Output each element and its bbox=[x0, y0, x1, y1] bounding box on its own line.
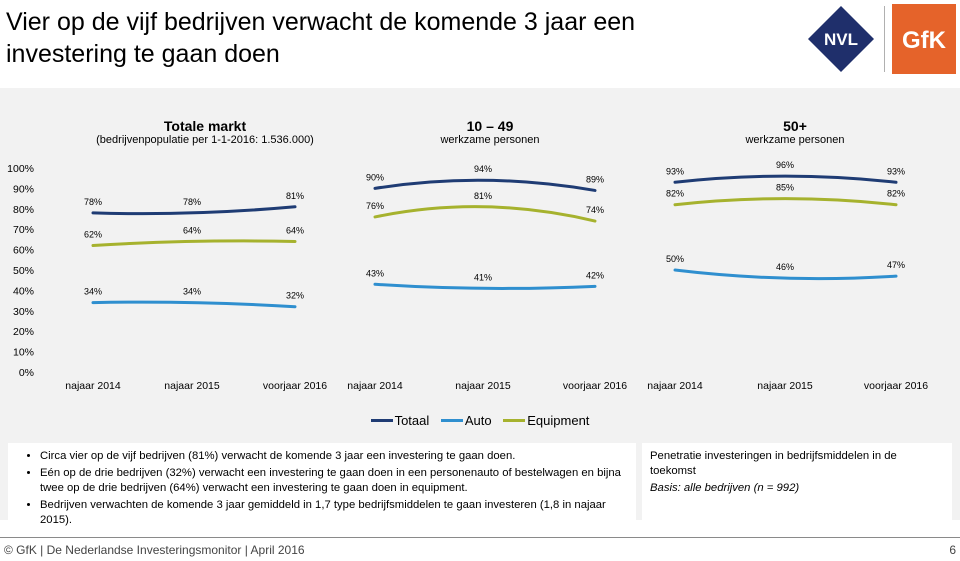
series-line-totaal bbox=[675, 176, 896, 182]
data-label: 74% bbox=[585, 205, 605, 216]
data-label: 50% bbox=[665, 254, 685, 264]
side-note-text: Penetratie investeringen in bedrijfsmiddelen in de toekomst bbox=[650, 450, 897, 477]
group-subtitle: werkzame personen bbox=[745, 134, 845, 146]
y-tick-label: 70% bbox=[12, 224, 34, 237]
y-tick-label: 60% bbox=[12, 244, 34, 257]
group-title: Totale markt bbox=[163, 118, 247, 134]
data-label: 78% bbox=[83, 196, 103, 207]
legend-swatch-auto bbox=[441, 419, 463, 422]
data-label: 34% bbox=[182, 286, 202, 297]
data-label: 81% bbox=[473, 190, 493, 201]
legend-item-totaal bbox=[371, 413, 430, 428]
note-item: • Bedrijven verwachten de komende 3 jaar gemiddeld in 1,7 type bedrijfsmiddelen te gaan investeren (1,8 in najaar 2015). bbox=[40, 498, 630, 528]
series-line-equipment bbox=[675, 199, 896, 205]
data-label: 78% bbox=[182, 196, 202, 207]
data-label: 64% bbox=[285, 225, 305, 236]
data-label: 82% bbox=[886, 188, 906, 199]
footer-text: © GfK | De Nederlandse Investeringsmonitor | April 2016 bbox=[4, 543, 305, 557]
series-line-auto bbox=[375, 284, 595, 288]
legend-item-auto bbox=[441, 413, 492, 428]
data-label: 82% bbox=[665, 188, 685, 199]
series-line-equipment bbox=[93, 241, 295, 246]
y-tick-label: 50% bbox=[12, 265, 34, 277]
series-line-auto bbox=[93, 302, 295, 307]
data-label: 85% bbox=[775, 182, 795, 193]
y-tick-label: 0% bbox=[18, 367, 34, 379]
data-label: 46% bbox=[775, 262, 795, 273]
page-title: Vier op de vijf bedrijven verwacht de komende 3 jaar een investering te gaan doen bbox=[6, 8, 636, 68]
x-tick-label: voorjaar 2016 bbox=[562, 380, 628, 392]
y-tick-label: 90% bbox=[12, 183, 34, 196]
data-label: 89% bbox=[585, 174, 605, 185]
data-label: 47% bbox=[886, 260, 906, 271]
data-label: 62% bbox=[83, 229, 103, 240]
data-label: 90% bbox=[365, 172, 385, 183]
data-label: 94% bbox=[473, 164, 493, 175]
x-tick-label: najaar 2015 bbox=[164, 380, 220, 392]
data-label: 64% bbox=[182, 225, 202, 236]
x-tick-label: voorjaar 2016 bbox=[863, 380, 929, 392]
side-note-basis: Basis: alle bedrijven (n = 992) bbox=[650, 482, 800, 494]
x-tick-label: najaar 2014 bbox=[65, 380, 121, 392]
data-label: 42% bbox=[585, 270, 605, 281]
data-label: 93% bbox=[886, 166, 906, 177]
x-tick-label: najaar 2015 bbox=[455, 380, 511, 392]
svg-text:NVL: NVL bbox=[824, 30, 858, 49]
group-title: 50+ bbox=[783, 118, 807, 134]
data-label: 81% bbox=[285, 190, 305, 201]
page-number: 6 bbox=[949, 543, 956, 557]
legend-item-equipment bbox=[503, 413, 589, 428]
note-item: • Eén op de drie bedrijven (32%) verwacht een investering te gaan doen in een personenauto of bestelwagen en bijna twee op de drie bedrijven (64%) verwacht een investering te gaan doen in equipment. bbox=[40, 466, 630, 496]
x-tick-label: najaar 2014 bbox=[647, 380, 703, 392]
side-note-box bbox=[642, 443, 952, 529]
y-tick-label: 100% bbox=[7, 163, 34, 175]
y-tick-label: 10% bbox=[12, 346, 34, 359]
legend-label: Totaal bbox=[394, 413, 430, 428]
group-title: 10 – 49 bbox=[466, 118, 514, 134]
y-tick-label: 20% bbox=[12, 326, 34, 339]
data-label: 76% bbox=[365, 200, 385, 211]
chart-legend bbox=[0, 410, 960, 428]
svg-text:GfK: GfK bbox=[902, 27, 946, 54]
data-label: 34% bbox=[83, 286, 103, 297]
footer-divider bbox=[0, 537, 960, 538]
x-tick-label: najaar 2015 bbox=[757, 380, 813, 392]
series-line-totaal bbox=[93, 207, 295, 214]
data-label: 93% bbox=[665, 166, 685, 177]
y-tick-label: 80% bbox=[12, 203, 34, 216]
legend-label: Equipment bbox=[527, 413, 590, 428]
series-line-equipment bbox=[375, 207, 595, 221]
legend-label: Auto bbox=[464, 413, 492, 428]
data-label: 96% bbox=[775, 160, 795, 171]
group-subtitle: (bedrijvenpopulatie per 1-1-2016: 1.536.000) bbox=[96, 134, 314, 146]
legend-swatch-equipment bbox=[503, 419, 525, 422]
data-label: 41% bbox=[473, 272, 493, 283]
note-item: • Circa vier op de vijf bedrijven (81%) verwacht de komende 3 jaar een investering te gaan doen. bbox=[40, 449, 630, 464]
y-tick-label: 30% bbox=[12, 305, 34, 318]
data-label: 43% bbox=[365, 268, 385, 279]
notes-box bbox=[8, 443, 636, 529]
x-tick-label: najaar 2014 bbox=[347, 380, 403, 392]
data-label: 32% bbox=[285, 290, 305, 301]
y-tick-label: 40% bbox=[12, 285, 34, 298]
x-tick-label: voorjaar 2016 bbox=[262, 380, 328, 392]
series-line-totaal bbox=[375, 180, 595, 190]
legend-swatch-totaal bbox=[371, 419, 393, 422]
group-subtitle: werkzame personen bbox=[440, 134, 540, 146]
